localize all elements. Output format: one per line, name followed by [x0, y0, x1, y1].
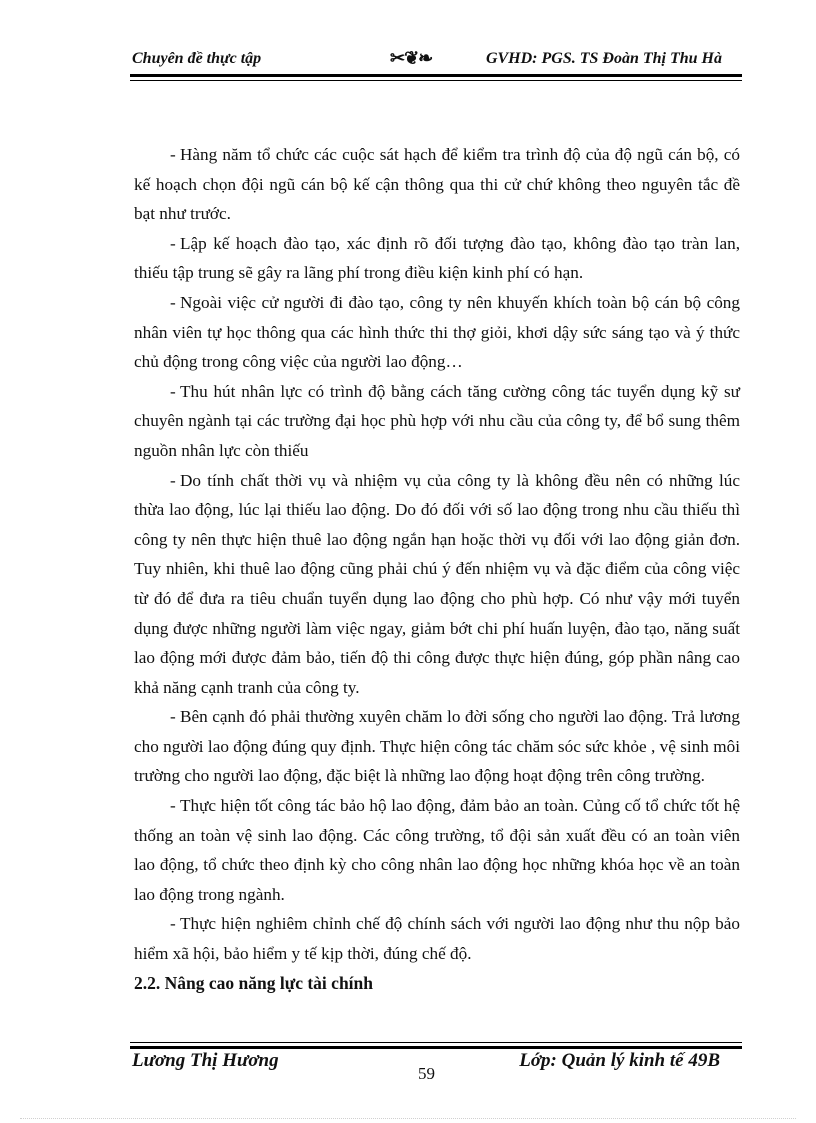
bullet-paragraph: [134, 140, 740, 229]
footer-rule-thin: [130, 1042, 742, 1043]
footer-class: Lớp: Quản lý kinh tế 49B: [519, 1050, 720, 1071]
header-supervisor: GVHD: PGS. TS Đoàn Thị Thu Hà: [485, 50, 722, 67]
header-title: Chuyên đề thực tập: [132, 50, 262, 67]
page-header: [130, 50, 742, 72]
paragraph-text: Thực hiện tốt công tác bảo hộ lao động, đảm bảo an toàn. Củng cố tổ chức tốt hệ thống an toàn vệ sinh lao động. Các công trường, tổ đội sản xuất đều có an toàn viên lao động, tổ chức theo định kỳ cho công nhân lao động học những khóa học về an toàn lao động trong ngành.: [134, 796, 740, 904]
bullet-dash: -: [170, 914, 176, 934]
page-body: [134, 140, 740, 998]
header-rule-thick: [130, 74, 742, 77]
header-rule-thin: [130, 80, 742, 81]
bullet-dash: -: [170, 381, 176, 401]
bullet-dash: -: [170, 796, 176, 816]
page-number: 59: [418, 1064, 435, 1083]
header-ornament-icon: ✂❦❧: [390, 48, 433, 68]
paragraph-text: Lập kế hoạch đào tạo, xác định rõ đối tượng đào tạo, không đào tạo tràn lan, thiếu tập trung sẽ gây ra lãng phí trong điều kiện kinh phí có hạn.: [134, 233, 740, 283]
bullet-paragraph: [134, 466, 740, 703]
bullet-paragraph: [134, 229, 740, 288]
paragraph-text: Do tính chất thời vụ và nhiệm vụ của công ty là không đều nên có những lúc thừa lao động, lúc lại thiếu lao động. Do đó đối với số lao động trong nhu cầu thiếu thì công ty nên thực hiện thuê lao động ngắn hạn hoặc thời vụ đối với lao động giản đơn. Tuy nhiên, khi thuê lao động cũng phải chú ý đến nhiệm vụ và đặc điểm của công việc từ đó để đưa ra tiêu chuẩn tuyển dụng lao động cho phù hợp. Có như vậy mới tuyển dụng được những người làm việc ngay, giảm bớt chi phí huấn luyện, đào tạo, năng suất lao động mới được đảm bảo, tiến độ thi công được thực hiện đúng, góp phần nâng cao khả năng cạnh tranh của công ty.: [134, 470, 740, 697]
paragraph-text: Thực hiện nghiêm chỉnh chế độ chính sách với người lao động như thu nộp bảo hiểm xã hội, bảo hiểm y tế kịp thời, đúng chế độ.: [134, 914, 740, 964]
footer-rule-thick: [130, 1046, 742, 1049]
bullet-dash: -: [170, 707, 176, 727]
section-heading: 2.2. Nâng cao năng lực tài chính: [134, 972, 374, 993]
paragraph-text: Ngoài việc cử người đi đào tạo, công ty nên khuyến khích toàn bộ cán bộ công nhân viên tự học thông qua các hình thức thi thợ giỏi, khơi dậy sức sáng tạo và ý thức chủ động trong công việc của người lao động…: [134, 292, 740, 372]
page-edge-divider: [20, 1118, 796, 1119]
bullet-paragraph: [134, 702, 740, 791]
bullet-dash: -: [170, 292, 176, 312]
page-footer: [130, 1050, 742, 1083]
paragraph-text: Thu hút nhân lực có trình độ bằng cách tăng cường công tác tuyển dụng kỹ sư chuyên ngành tại các trường đại học phù hợp với nhu cầu của công ty, để bổ sung thêm nguồn nhân lực còn thiếu: [134, 381, 740, 460]
paragraph-text: Bên cạnh đó phải thường xuyên chăm lo đời sống cho người lao động. Trả lương cho người lao động đúng quy định. Thực hiện công tác chăm sóc sức khỏe , vệ sinh môi trường cho người lao động, đặc biệt là những lao động hoạt động trên công trường.: [134, 707, 740, 786]
bullet-dash: -: [170, 233, 176, 253]
bullet-paragraph: [134, 288, 740, 377]
footer-author: Lương Thị Hương: [132, 1050, 279, 1071]
bullet-dash: -: [170, 145, 176, 164]
bullet-dash: -: [170, 470, 176, 490]
bullet-paragraph: [134, 791, 740, 909]
bullet-paragraph: [134, 377, 740, 466]
paragraph-text: Hàng năm tổ chức các cuộc sát hạch để kiểm tra trình độ của độ ngũ cán bộ, có kế hoạch chọn đội ngũ cán bộ kế cận thông qua thi cử chứ không theo nguyên tắc đề bạt như trước.: [134, 145, 740, 224]
bullet-paragraph: [134, 909, 740, 968]
